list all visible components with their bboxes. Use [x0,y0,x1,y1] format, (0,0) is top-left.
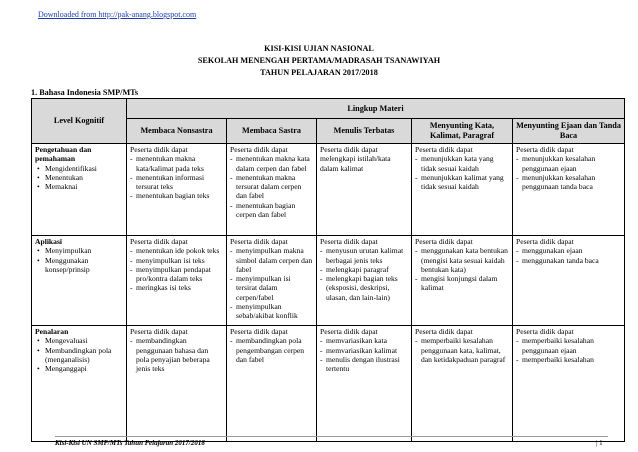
doc-title-line-3: TAHUN PELAJARAN 2017/2018 [260,68,378,77]
table-row [32,326,625,442]
header-menyunting-kata: Menyunting Kata, Kalimat, Paragraf [412,119,513,144]
header-membaca-sastra: Membaca Sastra [227,119,317,144]
cell-item: - memperbaiki kesalahan penggunaan ejaan [516,336,621,355]
cell-item: - menunjukkan kalimat yang tidak sesuai kaidah [415,173,509,192]
cell-item: - menggunakan ejaan [516,246,621,255]
cell-item: - meringkas isi teks [130,283,223,292]
cell-item: - menyimpulkan isi teks [130,256,223,265]
cell-intro: Peserta didik dapat melengkapi istilah/kata dalam kalimat [320,145,391,173]
cell-intro: Peserta didik dapat [320,237,378,246]
cell-item: - menyimpulkan pendapat pro/kontra dalam teks [130,265,223,284]
cell-intro: Peserta didik dapat [516,145,574,154]
cell-intro: Peserta didik dapat [516,327,574,336]
level-title: Pengetahuan dan pemahaman [35,145,92,164]
cell-item: - memvariasikan kata [320,336,408,345]
cell-item: - menunjukkan kata yang tidak sesuai kaidah [415,154,509,173]
cell-item: - menentukan informasi tersurat teks [130,173,223,192]
materi-cell [227,326,317,442]
table-row [32,144,625,236]
cell-intro: Peserta didik dapat [415,145,473,154]
cell-intro: Peserta didik dapat [230,237,288,246]
level-cell [32,326,127,442]
level-title: Penalaran [35,327,69,336]
level-item: • Menentukan [35,173,123,182]
cell-intro: Peserta didik dapat [230,327,288,336]
materi-cell [317,326,412,442]
cell-item: - membandingkan penggunaan bahasa dan pola penyajian beberapa jenis teks [130,336,223,373]
header-lingkup-materi: Lingkup Materi [127,99,625,119]
cell-intro: Peserta didik dapat [320,327,378,336]
cell-item: - menulis dengan ilustrasi tertentu [320,355,408,374]
header-menyunting-ejaan: Menyunting Ejaan dan Tanda Baca [513,119,625,144]
level-item: • Mengevaluasi [35,336,123,345]
materi-cell [127,144,227,236]
cell-item: - menentukan makna kata/kalimat pada teks [130,154,223,173]
cell-item: - menentukan makna tersurat dalam cerpen dan fabel [230,173,313,201]
cell-intro: Peserta didik dapat [130,145,188,154]
cell-item: - menentukan bagian cerpen dan fabel [230,201,313,220]
level-item: • Memaknai [35,182,123,191]
level-cell [32,236,127,326]
cell-item: - membandingkan pola pengembangan cerpen dan fabel [230,336,313,364]
level-item: • Membandingkan pola (menganalisis) [35,346,123,365]
materi-cell [513,326,625,442]
page-number: | 1 [596,439,603,447]
header-level-kognitif: Level Kognitif [32,99,127,144]
level-item: • Menyimpulkan [35,246,123,255]
materi-cell [412,326,513,442]
cell-item: - menyusun urutan kalimat berbagai jenis teks [320,246,408,265]
cell-intro: Peserta didik dapat [230,145,288,154]
doc-title-line-2: SEKOLAH MENENGAH PERTAMA/MADRASAH TSANAWIYAH [197,56,441,65]
materi-cell [127,326,227,442]
materi-cell [412,144,513,236]
level-cell [32,144,127,236]
cell-item: - menggunakan tanda baca [516,256,621,265]
cell-intro: Peserta didik dapat [130,327,188,336]
cell-item: - menggunakan kata bentukan (mengisi kata sesuai kaidah bentukan kata) [415,246,509,274]
materi-cell [513,236,625,326]
cell-item: - menunjukkan kesalahan penggunaan ejaan [516,154,621,173]
header-menulis-terbatas: Menulis Terbatas [317,119,412,144]
level-item: • Menganggapi [35,364,123,373]
doc-title-line-1: KISI-KISI UJIAN NASIONAL [264,44,374,53]
materi-cell [513,144,625,236]
cell-intro: Peserta didik dapat [415,237,473,246]
cell-item: - menyimpulkan isi tersirat dalam cerpen/fabel [230,274,313,302]
footer-divider [55,436,608,437]
cell-intro: Peserta didik dapat [415,327,473,336]
materi-cell [227,144,317,236]
materi-cell [227,236,317,326]
header-membaca-nonsastra: Membaca Nonsastra [127,119,227,144]
cell-item: - melengkapi bagian teks (eksposisi, deskripsi, ulasan, dan lain-lain) [320,274,408,302]
materi-cell [127,236,227,326]
download-link[interactable]: Downloaded from http://pak-anang.blogspot.com [38,10,197,19]
cell-intro: Peserta didik dapat [516,237,574,246]
materi-cell [412,236,513,326]
table-row [32,236,625,326]
materi-cell [317,236,412,326]
section-title: 1. Bahasa Indonesia SMP/MTs [31,88,139,97]
cell-item: - memvariasikan kalimat [320,346,408,355]
cell-item: - melengkapi paragraf [320,265,408,274]
level-item: • Menggunakan konsep/prinsip [35,256,123,275]
cell-item: - mengisi konjungsi dalam kalimat [415,274,509,293]
kisi-kisi-table [31,98,625,442]
cell-intro: Peserta didik dapat [130,237,188,246]
cell-item: - menunjukkan kesalahan penggunaan tanda baca [516,173,621,192]
cell-item: - memperbaiki kesalahan [516,355,621,364]
cell-item: - menyimpulkan makna simbol dalam cerpen dan fabel [230,246,313,274]
cell-item: - menentukan makna kata dalam cerpen dan fabel [230,154,313,173]
materi-cell [317,144,412,236]
level-item: • Mengidentifikasi [35,164,123,173]
cell-item: - menentukan bagian teks [130,191,223,200]
cell-item: - memperbaiki kesalahan penggunaan kata, kalimat, dan ketidakpaduan paragraf [415,336,509,364]
cell-item: - menentukan ide pokok teks [130,246,223,255]
footer-text: Kisi-Kisi UN SMP/MTs Tahun Pelajaran 2017/2018 [55,439,205,447]
cell-item: - menyimpulkan sebab/akibat konflik [230,302,313,321]
level-title: Aplikasi [35,237,63,246]
